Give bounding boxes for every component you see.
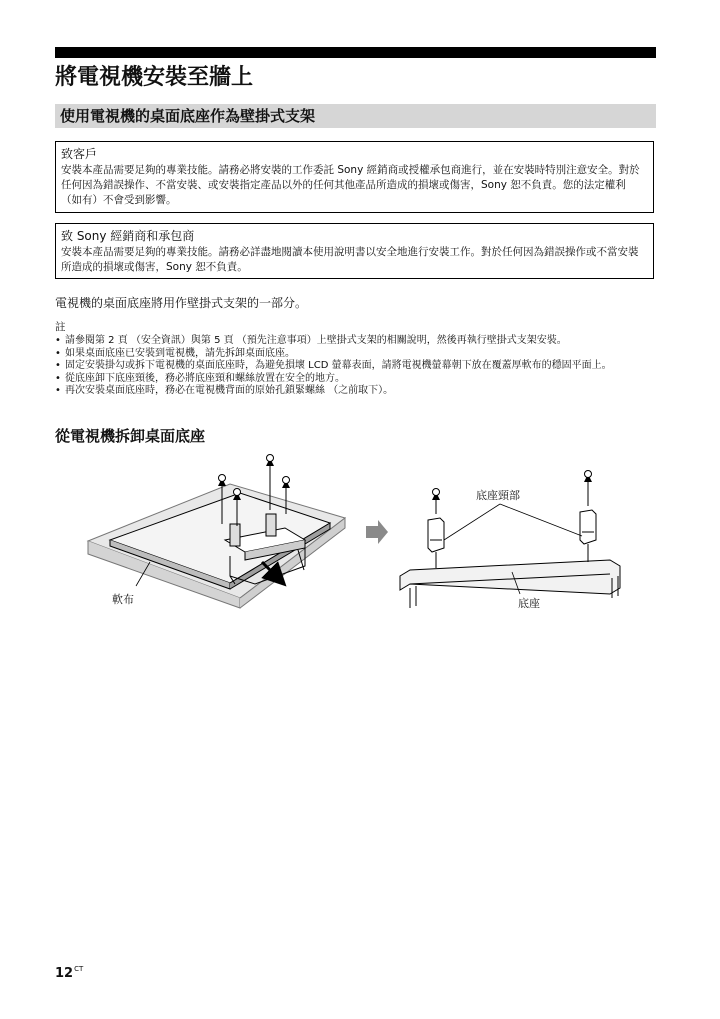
- notes-list: [55, 335, 655, 398]
- label-stand-neck: 底座頸部: [476, 489, 520, 502]
- notice-dealers-heading: 致 Sony 經銷商和承包商: [61, 229, 195, 243]
- notice-customers: [55, 141, 654, 213]
- page-number-suffix: CT: [74, 965, 84, 973]
- stand-removal-illustration: [80, 448, 640, 628]
- list-item: • 請參閱第 2 頁 （安全資訊）與第 5 頁 （預先注意事項）上壁掛式支架的相關說明，然後再執行壁掛式支架安裝。: [55, 335, 655, 348]
- note-label: 註: [55, 321, 66, 333]
- notice-dealers: [55, 223, 654, 279]
- notice-dealers-text: 安裝本產品需要足夠的專業技能。請務必詳盡地閱讀本使用說明書以安全地進行安裝工作。對於任何因為錯誤操作或不當安裝所造成的損壞或傷害，Sony 恕不負責。: [61, 246, 639, 273]
- list-item: • 再次安裝桌面底座時，務必在電視機背面的原始孔鎖緊螺絲 （之前取下）。: [55, 385, 655, 398]
- page-number-value: 12: [55, 966, 74, 981]
- header-rule: [55, 47, 656, 58]
- arrow-right-icon: [366, 520, 388, 544]
- list-item: • 固定安裝掛勾或拆下電視機的桌面底座時，為避免損壞 LCD 螢幕表面，請將電視機螢幕朝下放在覆蓋厚軟布的穩固平面上。: [55, 360, 655, 373]
- section-title: 使用電視機的桌面底座作為壁掛式支架: [60, 107, 316, 125]
- notice-customers-text: 安裝本產品需要足夠的專業技能。請務必將安裝的工作委託 Sony 經銷商或授權承包商進行，並在安裝時特別注意安全。對於任何因為錯誤操作、不當安裝、或安裝指定產品以外的任何其他產品所造成的損壞或傷害，Sony 恕不負責。您的法定權利 （如有）不會受到影響。: [61, 164, 640, 206]
- section-bar: [55, 104, 656, 128]
- page-title: 將電視機安裝至牆上: [55, 65, 254, 90]
- page-number: [55, 965, 83, 981]
- label-soft-cloth: 軟布: [112, 593, 134, 606]
- tv-face-down-drawing: [88, 455, 345, 609]
- label-stand-base: 底座: [518, 597, 540, 610]
- notice-customers-heading: 致客戶: [61, 147, 98, 161]
- list-item: • 如果桌面底座已安裝到電視機，請先拆卸桌面底座。: [55, 348, 655, 361]
- sub-heading: 從電視機拆卸桌面底座: [55, 427, 206, 445]
- intro-text: 電視機的桌面底座將用作壁掛式支架的一部分。: [55, 296, 308, 310]
- list-item: • 從底座卸下底座頸後，務必將底座頸和螺絲放置在安全的地方。: [55, 373, 655, 386]
